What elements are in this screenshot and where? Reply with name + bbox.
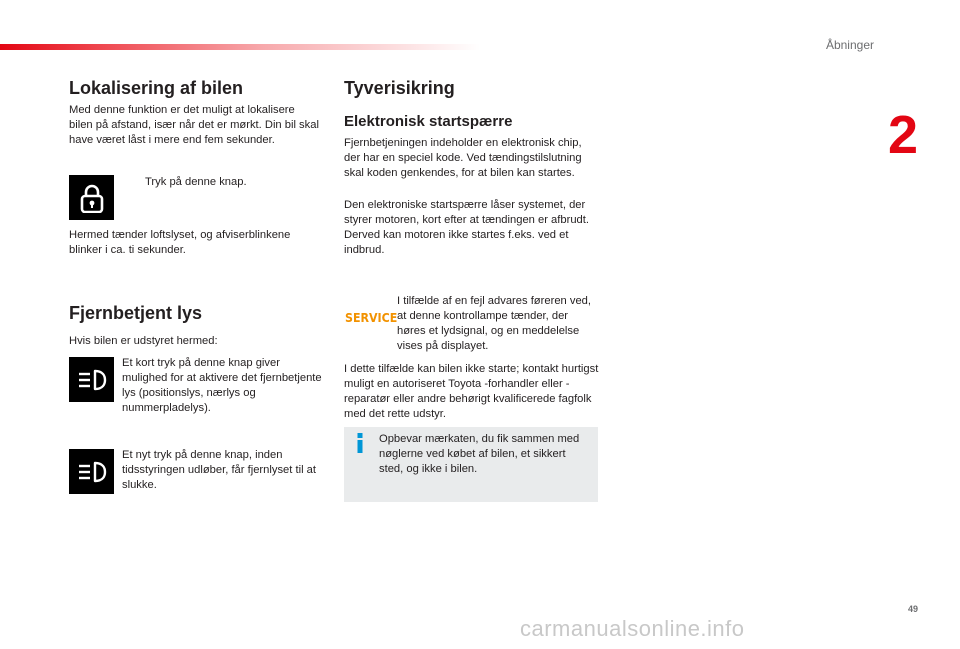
fjernbetjent-item-1-text: Et kort tryk på denne knap giver mulighed for at aktivere det fjernbetjente lys (positionslys, nærlys og nummerpladelys). bbox=[122, 357, 322, 414]
page-number: 49 bbox=[907, 604, 918, 614]
startspaerre-para-3: I dette tilfælde kan bilen ikke starte; kontakt hurtigst muligt en autoriseret Toyota -forhandler eller -reparatør eller andre behørigt kvalificerede fagfolk med det rette udstyr. bbox=[344, 363, 599, 420]
headlight-icon bbox=[76, 368, 108, 392]
chapter-title: Åbninger bbox=[825, 38, 874, 52]
lokalisering-result: Hermed tænder loftslyset, og afviserblinkene blinker i ca. ti sekunder. bbox=[69, 229, 291, 256]
fjernbetjent-item-2-text: Et nyt tryk på denne knap, inden tidsstyringen udløber, får fjernlyset til at slukke. bbox=[122, 449, 316, 491]
headlight-icon bbox=[76, 460, 108, 484]
lock-icon bbox=[79, 183, 105, 213]
lokalisering-intro: Med denne funktion er det muligt at lokalisere bilen på afstand, især når det er mørkt. Din bil skal have været låst i mere end fem sekunder. bbox=[69, 104, 319, 146]
headlight-button-icon-1 bbox=[69, 357, 114, 402]
watermark: carmanualsonline.info bbox=[520, 616, 745, 641]
fjernbetjent-intro: Hvis bilen er udstyret hermed: bbox=[69, 335, 218, 347]
lock-button-icon bbox=[69, 175, 114, 220]
section-title-lokalisering: Lokalisering af bilen bbox=[69, 78, 244, 98]
service-warning-text: I tilfælde af en fejl advares føreren ved, at denne kontrollampe tænder, der høres et lydsignal, og en meddelelse vises på displayet. bbox=[397, 295, 592, 352]
header-accent-bar bbox=[0, 44, 480, 50]
chapter-number: 2 bbox=[888, 105, 919, 165]
info-box-text: Opbevar mærkaten, du fik sammen med nøglerne ved købet af bilen, et sikkert sted, og ikke i bilen. bbox=[379, 433, 580, 475]
section-title-fjernbetjent-lys: Fjernbetjent lys bbox=[69, 303, 203, 323]
headlight-button-icon-2 bbox=[69, 449, 114, 494]
section-title-tyverisikring: Tyverisikring bbox=[344, 78, 455, 98]
info-icon bbox=[353, 433, 367, 453]
startspaerre-para-1: Fjernbetjeningen indeholder en elektronisk chip, der har en speciel kode. Ved tændingstilslutning skal koden genkendes, for at bilen kan startes. bbox=[344, 137, 582, 179]
lokalisering-instruction: Tryk på denne knap. bbox=[145, 176, 247, 188]
service-warning-icon: SERVICE bbox=[345, 311, 398, 325]
startspaerre-para-2: Den elektroniske startspærre låser systemet, der styrer motoren, kort efter at tændingen er afbrudt. Derved kan motoren ikke startes f.eks. ved et indbrud. bbox=[344, 199, 589, 256]
subsection-title-startspaerre: Elektronisk startspærre bbox=[344, 113, 513, 130]
